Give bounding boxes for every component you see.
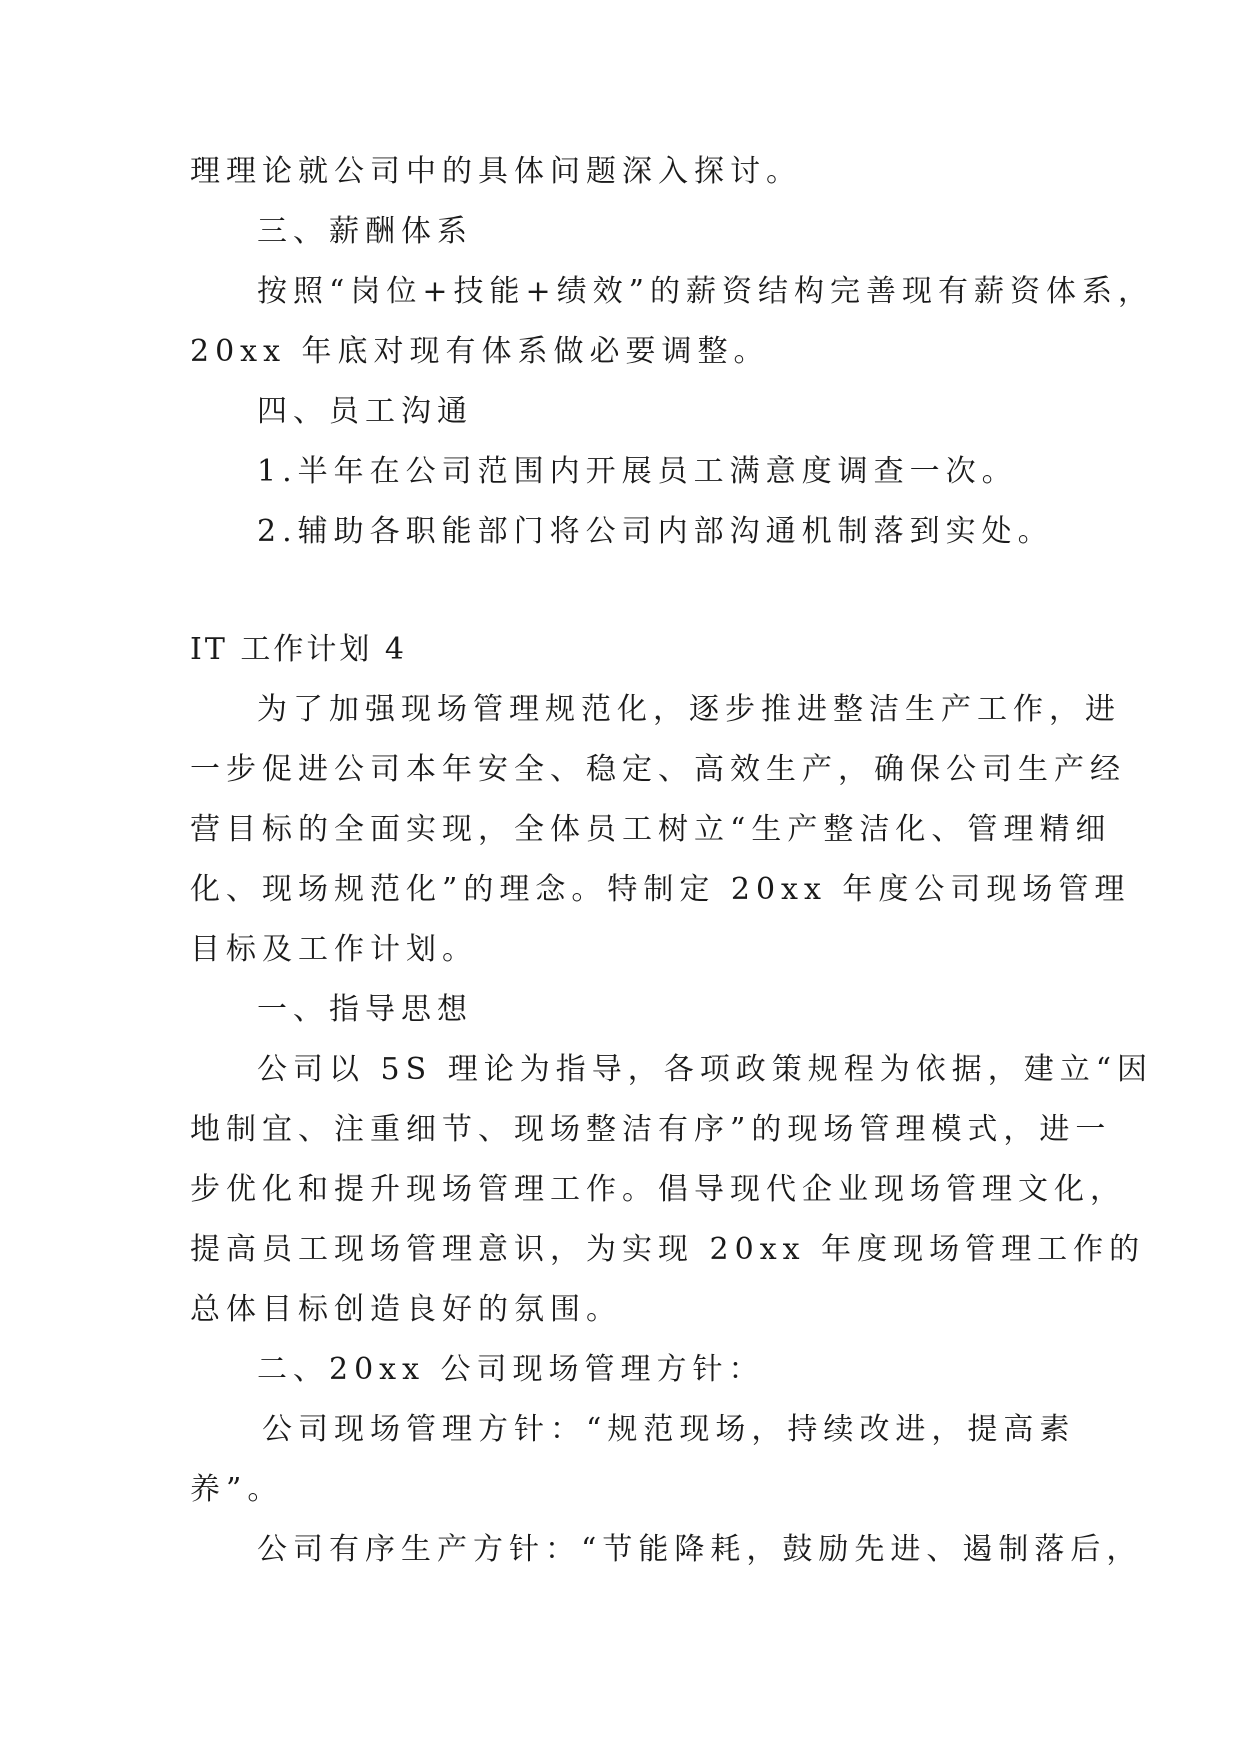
paragraph-line: 养”。 <box>190 1472 284 1507</box>
paragraph-line: 为了加强现场管理规范化，逐步推进整洁生产工作，进 <box>257 692 1121 727</box>
paragraph-line: 地制宜、注重细节、现场整洁有序”的现场管理模式，进一 <box>190 1112 1112 1147</box>
section-heading-salary: 三、薪酬体系 <box>257 214 473 249</box>
paragraph-line: 化、现场规范化”的理念。特制定 20xx 年度公司现场管理 <box>190 872 1131 907</box>
paragraph-line: 总体目标创造良好的氛围。 <box>190 1292 622 1327</box>
paragraph-line: 理理论就公司中的具体问题深入探讨。 <box>190 154 802 189</box>
list-item: 1.半年在公司范围内开展员工满意度调查一次。 <box>257 454 1018 489</box>
paragraph-line: 按照“岗位+技能+绩效”的薪资结构完善现有薪资体系， <box>257 274 1154 309</box>
list-item: 2.辅助各职能部门将公司内部沟通机制落到实处。 <box>257 514 1054 549</box>
paragraph-line: 营目标的全面实现，全体员工树立“生产整洁化、管理精细 <box>190 812 1112 847</box>
paragraph-line: 一步促进公司本年安全、稳定、高效生产，确保公司生产经 <box>190 752 1126 787</box>
section-heading-communication: 四、员工沟通 <box>257 394 473 429</box>
paragraph-line: 目标及工作计划。 <box>190 932 478 967</box>
paragraph-line: 步优化和提升现场管理工作。倡导现代企业现场管理文化， <box>190 1172 1126 1207</box>
section-heading-guiding-thought: 一、指导思想 <box>257 992 473 1027</box>
paragraph-line: 提高员工现场管理意识，为实现 20xx 年度现场管理工作的 <box>190 1232 1146 1267</box>
paragraph-line: 公司现场管理方针：“规范现场，持续改进，提高素 <box>262 1412 1076 1447</box>
paragraph-line: 20xx 年底对现有体系做必要调整。 <box>190 334 770 369</box>
document-title: IT 工作计划 4 <box>190 632 408 667</box>
section-heading-policy: 二、20xx 公司现场管理方针： <box>257 1352 765 1387</box>
paragraph-line: 公司以 5S 理论为指导，各项政策规程为依据，建立“因 <box>257 1052 1154 1087</box>
paragraph-line: 公司有序生产方针：“节能降耗，鼓励先进、遏制落后， <box>257 1532 1143 1567</box>
